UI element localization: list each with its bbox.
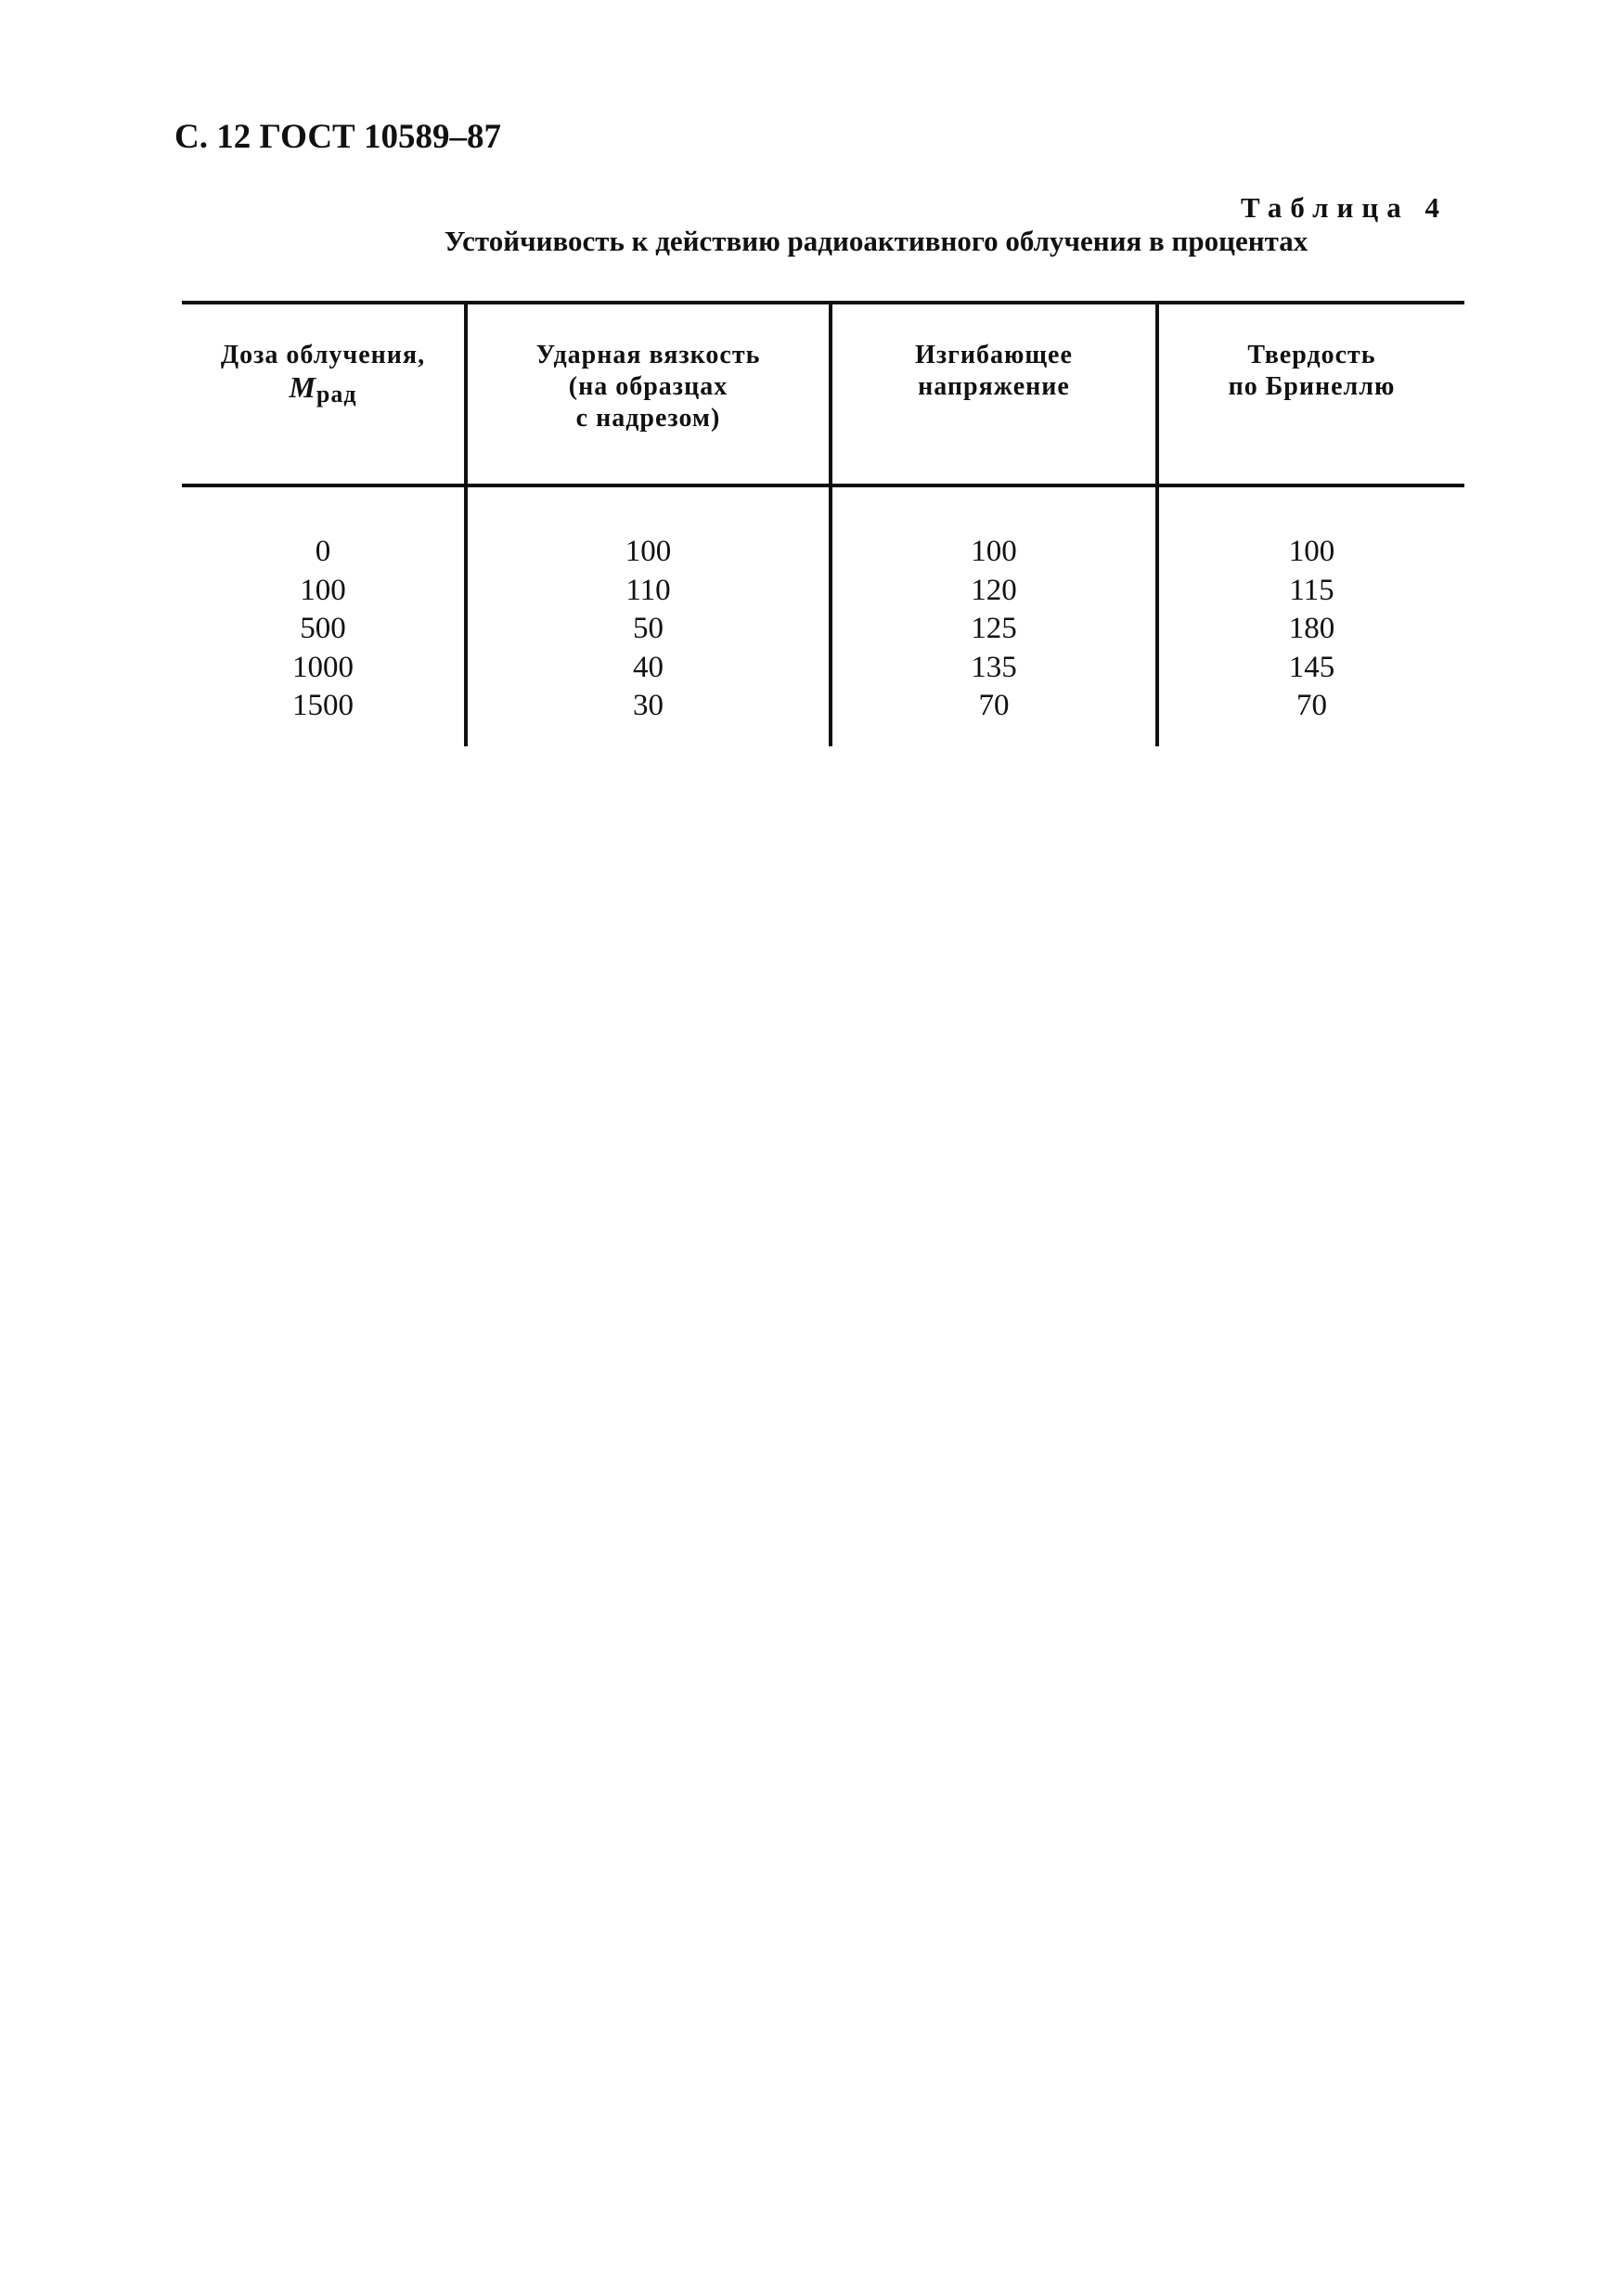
cell-bending: 125 bbox=[971, 612, 1017, 645]
cell-brinell: 115 bbox=[1289, 573, 1334, 607]
column-impact-values bbox=[468, 533, 829, 726]
cell-impact: 110 bbox=[625, 573, 671, 607]
header-bending-stress bbox=[832, 340, 1155, 403]
cell-bending: 100 bbox=[971, 535, 1017, 568]
column-dose-values bbox=[182, 533, 464, 726]
header-brinell-hardness bbox=[1159, 340, 1464, 403]
table-top-rule bbox=[182, 301, 1464, 304]
table-caption bbox=[182, 225, 1570, 258]
cell-brinell: 145 bbox=[1288, 650, 1335, 684]
table-caption-text: Устойчивость к действию радиоактивного облучения в процентах bbox=[444, 225, 1308, 257]
cell-impact: 40 bbox=[633, 650, 664, 684]
header-dose-label: Доза облучения, bbox=[220, 341, 426, 369]
header-impact-strength bbox=[468, 340, 829, 434]
cell-dose: 500 bbox=[300, 612, 346, 645]
cell-impact: 30 bbox=[633, 689, 664, 722]
column-bending-values bbox=[832, 533, 1155, 726]
cell-bending: 70 bbox=[978, 689, 1010, 722]
cell-brinell: 70 bbox=[1296, 689, 1327, 722]
header-brinell-line-2: по Бринеллю bbox=[1228, 372, 1396, 401]
column-brinell-values bbox=[1159, 533, 1464, 726]
cell-brinell: 100 bbox=[1288, 535, 1335, 568]
header-bending-line-1: Изгибающее bbox=[915, 341, 1073, 369]
cell-impact: 100 bbox=[625, 535, 672, 568]
cell-bending: 120 bbox=[971, 573, 1017, 607]
header-dose bbox=[182, 340, 464, 406]
header-impact-line-2: (на образцах bbox=[568, 372, 728, 401]
table-number: Таблица 4 bbox=[1241, 191, 1448, 224]
cell-impact: 50 bbox=[633, 612, 664, 645]
cell-dose: 100 bbox=[300, 573, 346, 607]
header-impact-line-3: с надрезом) bbox=[575, 404, 721, 433]
cell-bending: 135 bbox=[971, 650, 1017, 684]
cell-dose: 0 bbox=[315, 535, 331, 568]
header-dose-unit bbox=[182, 371, 464, 406]
cell-brinell: 180 bbox=[1288, 612, 1335, 645]
header-brinell-line-1: Твердость bbox=[1247, 341, 1376, 369]
header-bending-line-2: напряжение bbox=[918, 372, 1070, 401]
table-header-rule bbox=[182, 484, 1464, 487]
cell-dose: 1500 bbox=[292, 689, 354, 722]
unit-subscript: рад bbox=[316, 381, 357, 408]
page-header: С. 12 ГОСТ 10589–87 bbox=[174, 118, 501, 156]
header-impact-line-1: Ударная вязкость bbox=[535, 341, 761, 369]
cell-dose: 1000 bbox=[292, 650, 354, 684]
unit-symbol: М bbox=[289, 370, 316, 404]
